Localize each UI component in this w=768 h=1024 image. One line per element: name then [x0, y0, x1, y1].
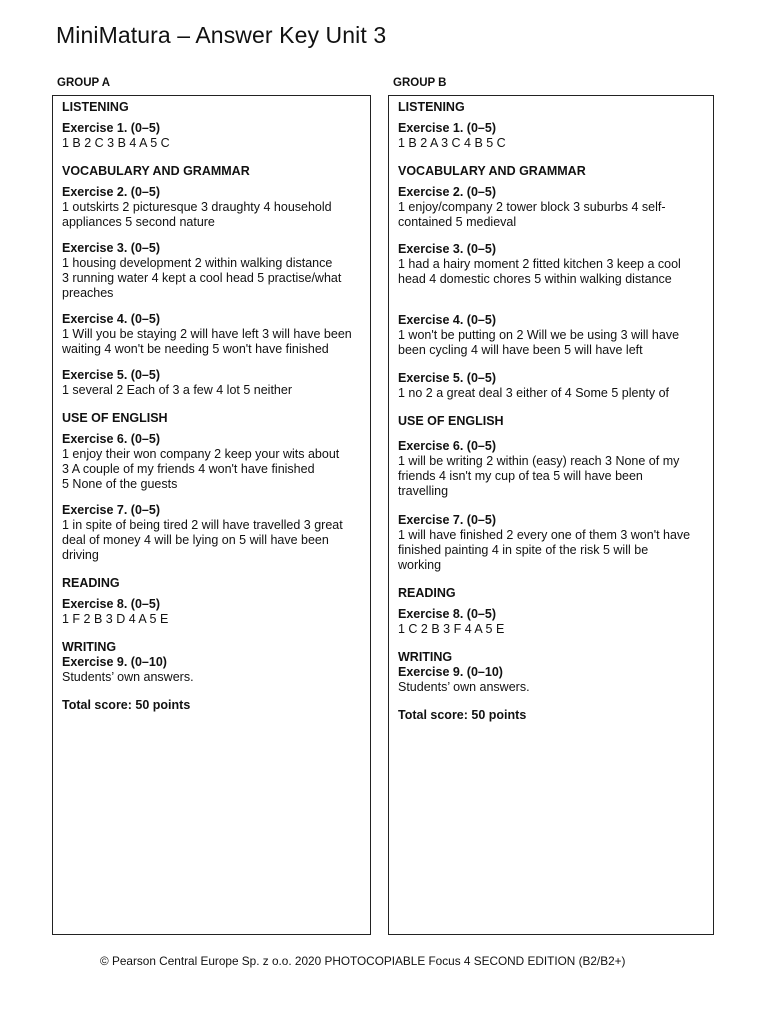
exercise-title: Exercise 6. (0–5) — [62, 432, 160, 446]
exercise-answer: 1 in spite of being tired 2 will have travelled 3 great deal of money 4 will be lying on 5 will have been driving — [62, 518, 343, 562]
reading-heading: READING — [62, 576, 120, 590]
reading-heading: READING — [398, 586, 456, 600]
exercise-title: Exercise 8. (0–5) — [62, 597, 160, 611]
exercise-title: Exercise 3. (0–5) — [62, 241, 160, 255]
exercise-6 — [398, 439, 704, 499]
exercise-answer: Students’ own answers. — [398, 680, 530, 694]
copyright-footer: © Pearson Central Europe Sp. z o.o. 2020 PHOTOCOPIABLE Focus 4 SECOND EDITION (B2/B2+) — [100, 954, 626, 968]
listening-heading: LISTENING — [398, 100, 465, 114]
exercise-6 — [62, 432, 361, 492]
exercise-answer: 1 will have finished 2 every one of them 3 won't have finished painting 4 in spite of the risk 5 will be working — [398, 528, 691, 572]
exercise-5 — [62, 368, 361, 398]
vocabulary-grammar-heading: VOCABULARY AND GRAMMAR — [398, 164, 586, 178]
exercise-7 — [398, 513, 704, 573]
exercise-8 — [398, 607, 704, 637]
exercise-answer: 1 won't be putting on 2 Will we be using 3 will have been cycling 4 will have been 5 will have left — [398, 328, 680, 357]
exercise-title: Exercise 7. (0–5) — [398, 513, 496, 527]
exercise-title: Exercise 3. (0–5) — [398, 242, 496, 256]
exercise-9 — [398, 665, 704, 695]
exercise-answer: 1 B 2 C 3 B 4 A 5 C — [62, 136, 170, 150]
exercise-1 — [62, 121, 361, 151]
exercise-answer: 1 B 2 A 3 C 4 B 5 C — [398, 136, 506, 150]
exercise-1 — [398, 121, 704, 151]
exercise-2 — [62, 185, 361, 230]
exercise-answer: 1 no 2 a great deal 3 either of 4 Some 5 plenty of — [398, 386, 670, 400]
exercise-2 — [398, 185, 704, 230]
exercise-answer: Students’ own answers. — [62, 670, 194, 684]
exercise-title: Exercise 9. (0–10) — [398, 665, 503, 679]
page-title: MiniMatura – Answer Key Unit 3 — [56, 22, 387, 48]
exercise-3 — [398, 242, 704, 287]
exercise-5 — [398, 371, 704, 401]
exercise-answer: 1 Will you be staying 2 will have left 3 will have been waiting 4 won't be needing 5 won't have finished — [62, 327, 352, 356]
use-of-english-heading: USE OF ENGLISH — [62, 411, 168, 425]
group-a-answer-box — [52, 95, 371, 935]
vocabulary-grammar-heading: VOCABULARY AND GRAMMAR — [62, 164, 250, 178]
exercise-title: Exercise 5. (0–5) — [62, 368, 160, 382]
exercise-title: Exercise 1. (0–5) — [62, 121, 160, 135]
group-a-label: GROUP A — [57, 77, 111, 89]
exercise-title: Exercise 9. (0–10) — [62, 655, 167, 669]
exercise-answer: 1 enjoy their won company 2 keep your wits about 3 A couple of my friends 4 won't have finished 5 None of the guests — [62, 447, 340, 491]
group-b-label: GROUP B — [393, 77, 447, 89]
exercise-title: Exercise 4. (0–5) — [62, 312, 160, 326]
exercise-8 — [62, 597, 361, 627]
exercise-7 — [62, 503, 361, 563]
exercise-answer: 1 several 2 Each of 3 a few 4 lot 5 neither — [62, 383, 292, 397]
exercise-3 — [62, 241, 361, 301]
writing-heading: WRITING — [398, 650, 453, 664]
exercise-title: Exercise 8. (0–5) — [398, 607, 496, 621]
use-of-english-heading: USE OF ENGLISH — [398, 414, 504, 428]
exercise-answer: 1 housing development 2 within walking distance 3 running water 4 kept a cool head 5 practise/what preaches — [62, 256, 342, 300]
listening-heading: LISTENING — [62, 100, 129, 114]
exercise-title: Exercise 7. (0–5) — [62, 503, 160, 517]
exercise-4 — [62, 312, 361, 357]
group-b-answer-box — [388, 95, 714, 935]
exercise-title: Exercise 5. (0–5) — [398, 371, 496, 385]
writing-heading: WRITING — [62, 640, 117, 654]
exercise-answer: 1 enjoy/company 2 tower block 3 suburbs 4 self- contained 5 medieval — [398, 200, 666, 229]
exercise-answer: 1 will be writing 2 within (easy) reach 3 None of my friends 4 isn't my cup of tea 5 will have been travelling — [398, 454, 680, 498]
exercise-title: Exercise 4. (0–5) — [398, 313, 496, 327]
exercise-title: Exercise 6. (0–5) — [398, 439, 496, 453]
exercise-4 — [398, 313, 704, 358]
exercise-title: Exercise 2. (0–5) — [62, 185, 160, 199]
exercise-9 — [62, 655, 361, 685]
exercise-answer: 1 had a hairy moment 2 fitted kitchen 3 keep a cool head 4 domestic chores 5 within walking distance — [398, 257, 681, 286]
exercise-title: Exercise 2. (0–5) — [398, 185, 496, 199]
total-score: Total score: 50 points — [62, 698, 191, 712]
total-score: Total score: 50 points — [398, 708, 527, 722]
exercise-answer: 1 C 2 B 3 F 4 A 5 E — [398, 622, 505, 636]
exercise-answer: 1 outskirts 2 picturesque 3 draughty 4 household appliances 5 second nature — [62, 200, 332, 229]
exercise-title: Exercise 1. (0–5) — [398, 121, 496, 135]
exercise-answer: 1 F 2 B 3 D 4 A 5 E — [62, 612, 169, 626]
